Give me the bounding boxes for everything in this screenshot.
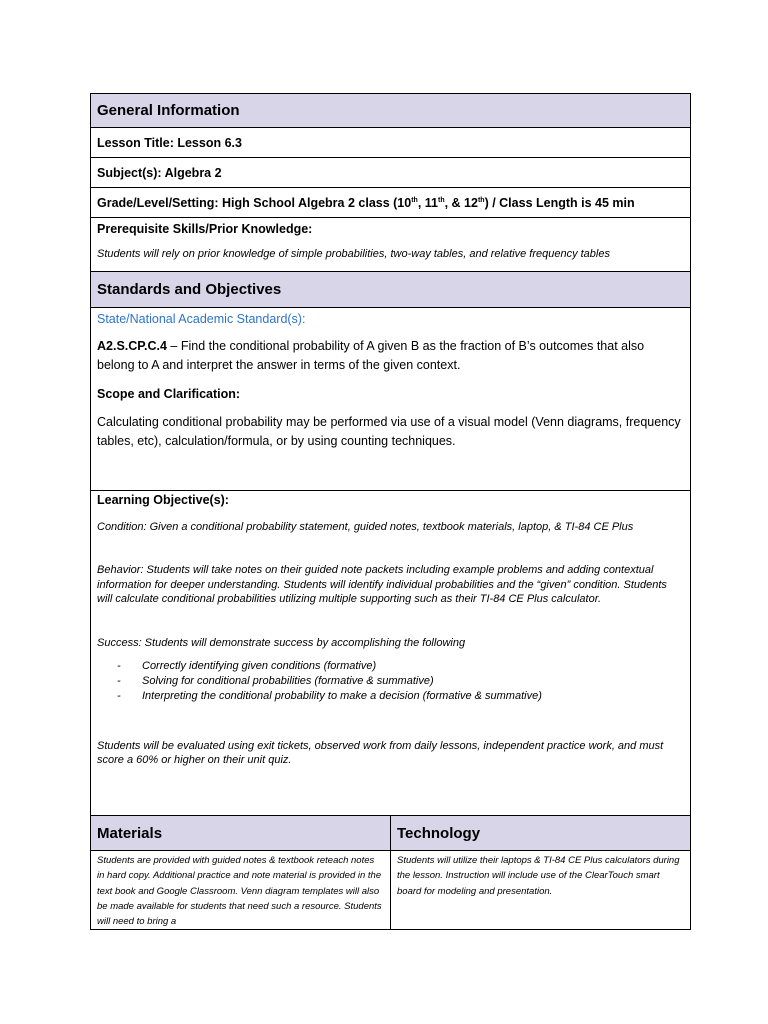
lesson-title: Lesson Title: Lesson 6.3 <box>97 135 242 150</box>
materials-technology-body-row <box>90 851 691 930</box>
list-item: - Solving for conditional probabilities (formative & summative) <box>97 674 684 689</box>
standards-objectives-header <box>90 272 691 308</box>
prerequisite-text: Students will rely on prior knowledge of simple probabilities, two-way tables, and relative frequency tables <box>97 248 610 260</box>
standard-text: A2.S.CP.C.4 – Find the conditional probability of A given B as the fraction of B’s outcomes that also belong to A and interpret the answer in terms of the given context. <box>97 339 645 372</box>
standards-row <box>90 308 691 491</box>
learning-objectives-label: Learning Objective(s): <box>97 493 229 507</box>
materials-text: Students are provided with guided notes & textbook reteach notes in hard copy. Additional practice and note material is provided in the text book and Google Classroom. Venn diagram templates will also be made available for students that need such a resource. Students will need to bring a <box>91 851 391 929</box>
list-item: - Interpreting the conditional probability to make a decision (formative & summative) <box>97 689 684 704</box>
general-information-title: General Information <box>97 102 240 119</box>
success-criteria-list <box>97 659 684 704</box>
prerequisite-row <box>90 218 691 272</box>
technology-text: Students will utilize their laptops & TI-84 CE Plus calculators during the lesson. Instruction will include use of the ClearTouch smart board for modeling and presentation. <box>397 855 680 897</box>
materials-technology-header-row <box>90 816 691 851</box>
prerequisite-label: Prerequisite Skills/Prior Knowledge: <box>97 222 313 236</box>
objective-behavior: Behavior: Students will take notes on their guided note packets including example problems and adding contextual information for deeper understanding. Students will identify individual probabilities and the “given” condition. Students will calculate conditional probabilities utilizing multiple supporting such as their TI-84 CE Plus calculator. <box>97 564 667 605</box>
grade-level-row <box>90 188 691 218</box>
general-information-header <box>90 94 691 128</box>
objective-condition: Condition: Given a conditional probability statement, guided notes, textbook materials, laptop, & TI-84 CE Plus <box>97 521 634 533</box>
standard-code: A2.S.CP.C.4 <box>97 339 167 353</box>
materials-header: Materials <box>91 816 391 850</box>
lesson-title-row <box>90 128 691 158</box>
technology-header: Technology <box>391 816 690 850</box>
subjects: Subject(s): Algebra 2 <box>97 165 222 180</box>
scope-text: Calculating conditional probability may be performed via use of a visual model (Venn diagrams, frequency tables, etc), calculation/formula, or by using counting techniques. <box>97 415 681 448</box>
objective-success: Success: Students will demonstrate success by accomplishing the following <box>97 636 466 649</box>
grade-level-setting: Grade/Level/Setting: High School Algebra 2 class (10th, 11th, & 12th) / Class Length is 45 min <box>97 195 635 210</box>
subjects-row <box>90 158 691 188</box>
learning-objectives-row <box>90 491 691 816</box>
list-item: - Correctly identifying given conditions (formative) <box>97 659 684 674</box>
objective-evaluation: Students will be evaluated using exit tickets, observed work from daily lessons, independent practice work, and must score a 60% or higher on their unit quiz. <box>97 739 664 766</box>
lesson-plan-table <box>90 93 691 930</box>
standard-label: State/National Academic Standard(s): <box>97 312 306 326</box>
scope-label: Scope and Clarification: <box>97 387 241 401</box>
standards-objectives-title: Standards and Objectives <box>97 281 282 298</box>
